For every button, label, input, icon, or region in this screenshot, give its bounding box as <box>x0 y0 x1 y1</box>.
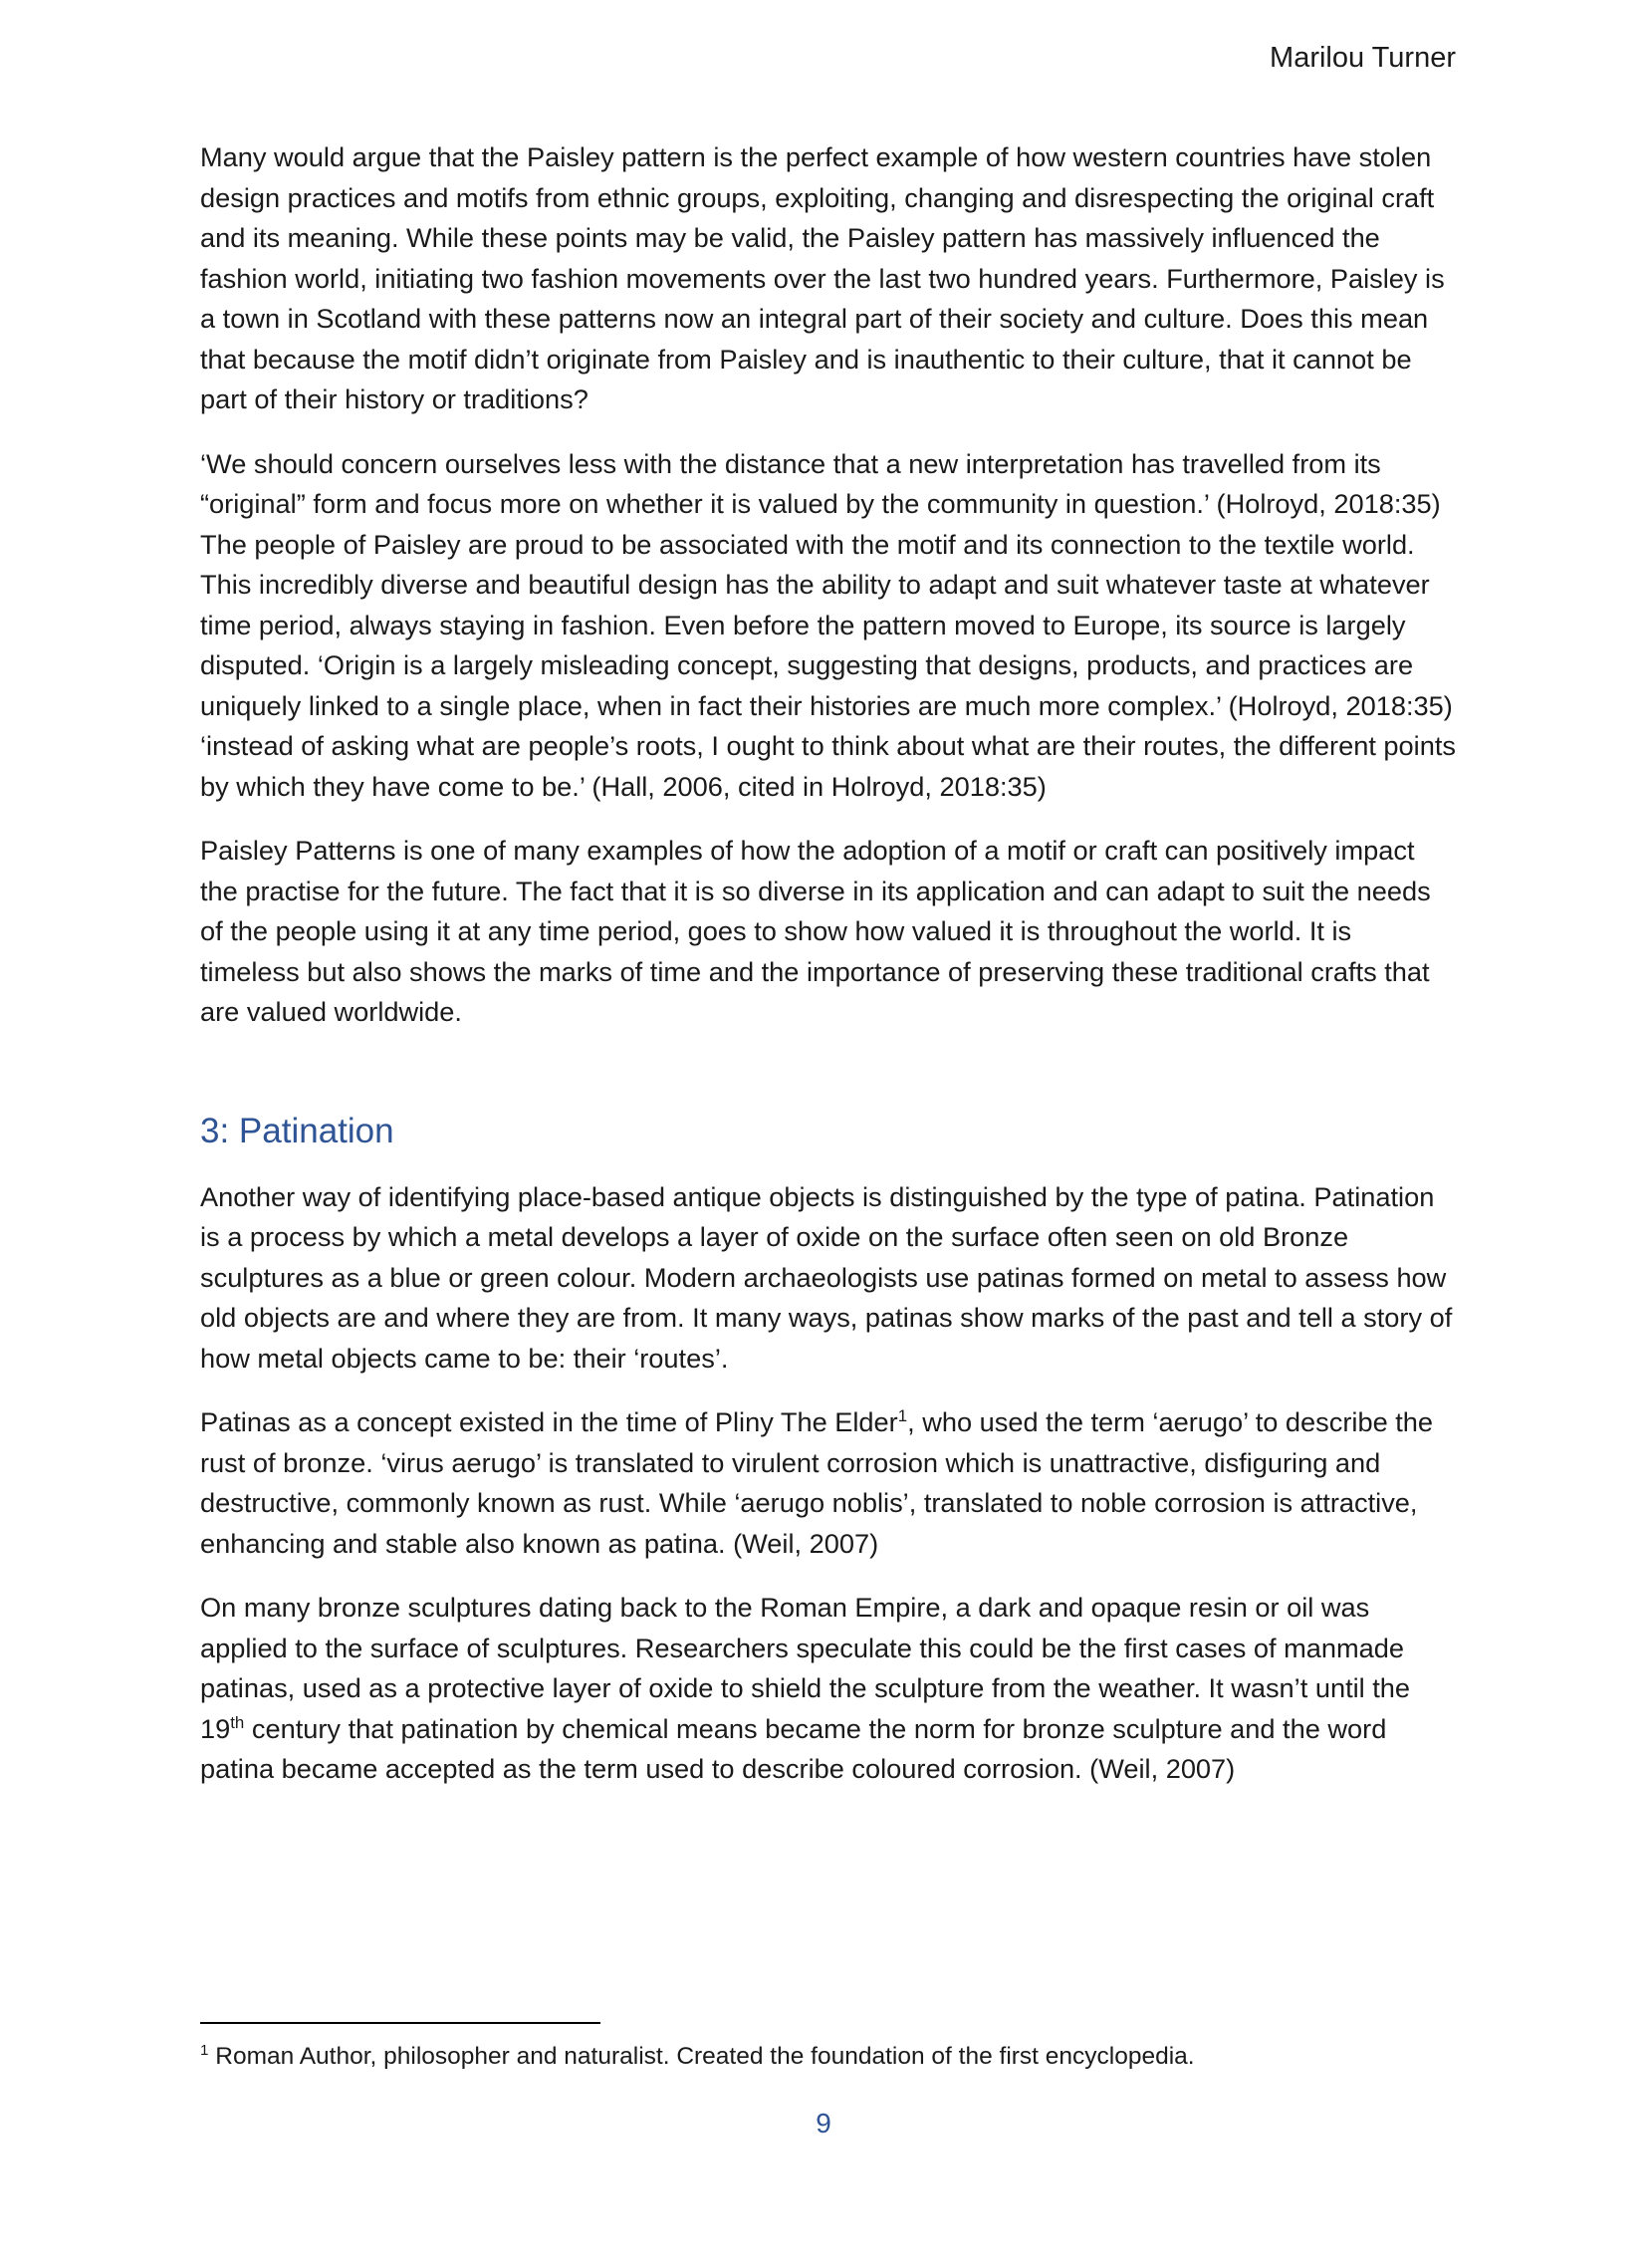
patination-paragraph-3 <box>200 1588 1457 1790</box>
patination-paragraph-1: Another way of identifying place-based antique objects is distinguished by the type of patina. Patination is a process by which a metal develops a layer of oxide on the surface often seen on old Bronze sculptures as a blue or green colour. Modern archaeologists use patinas formed on metal to assess how old objects are and where they are from. It many ways, patinas show marks of the past and tell a story of how metal objects came to be: their ‘routes’. <box>200 1180 1453 1374</box>
body-paragraph-2: ‘We should concern ourselves less with the distance that a new interpretation has travelled from its “original” form and focus more on whether it is valued by the community in question.’ (Holroyd, 2018:35) The people of Paisley are proud to be associated with the motif and its connection to the textile world. This incredibly diverse and beautiful design has the ability to adapt and suit whatever taste at whatever time period, always staying in fashion. Even before the pattern moved to Europe, its source is largely disputed. ‘Origin is a largely misleading concept, suggesting that designs, products, and practices are uniquely linked to a single place, when in fact their histories are much more complex.’ (Holroyd, 2018:35) ‘instead of asking what are people’s roots, I ought to think about what are their routes, the different points by which they have come to be.’ (Hall, 2006, cited in Holroyd, 2018:35) <box>200 447 1456 802</box>
body-paragraph-1: Many would argue that the Paisley pattern is the perfect example of how western countries have stolen design practices and motifs from ethnic groups, exploiting, changing and disrespecting the original craft and its meaning. While these points may be valid, the Paisley pattern has massively influenced the fashion world, initiating two fashion movements over the last two hundred years. Furthermore, Paisley is a town in Scotland with these patterns now an integral part of their society and culture. Does this mean that because the motif didn’t originate from Paisley and is inauthentic to their culture, that it cannot be part of their history or traditions? <box>200 141 1445 414</box>
paragraph-text: , who used the term ‘aerugo’ to describe the rust of bronze. ‘virus aerugo’ is translated to virulent corrosion which is unattractive, disfiguring and destructive, commonly known as rust. While ‘aerugo noblis’, translated to noble corrosion is attractive, enhancing and stable also known as patina. (Weil, 2007) <box>200 1406 1434 1559</box>
footnote-marker: 1 <box>200 2041 209 2059</box>
paragraph-text: On many bronze sculptures dating back to the Roman Empire, a dark and opaque resin or oil was applied to the surface of sculptures. Researchers speculate this could be the first cases of manmade patinas, used as a protective layer of oxide to shield the sculpture from the weather. It wasn’t until the 19 <box>200 1592 1411 1744</box>
section-heading-patination: 3: Patination <box>200 1111 394 1150</box>
paragraph-text: century that patination by chemical means became the norm for bronze sculpture and the word patina became accepted as the term used to describe coloured corrosion. (Weil, 2007) <box>200 1712 1387 1784</box>
footnote <box>200 2041 1457 2073</box>
ordinal-superscript: th <box>230 1712 245 1732</box>
paragraph-text: Patinas as a concept existed in the time of Pliny The Elder <box>200 1406 898 1437</box>
body-paragraph-3: Paisley Patterns is one of many examples of how the adoption of a motif or craft can positively impact the practise for the future. The fact that it is so diverse in its application and can adapt to suit the needs of the people using it at any time period, goes to show how valued it is throughout the world. It is timeless but also shows the marks of time and the importance of preserving these traditional crafts that are valued worldwide. <box>200 835 1431 1027</box>
footnote-text: Roman Author, philosopher and naturalist. Created the foundation of the first encyclopedia. <box>208 2043 1195 2070</box>
running-header-author: Marilou Turner <box>1270 42 1456 74</box>
footnote-reference[interactable]: 1 <box>897 1405 908 1425</box>
page-number: 9 <box>816 2108 831 2139</box>
page-body <box>200 137 1457 1814</box>
footnote-separator <box>200 2022 600 2024</box>
patination-paragraph-2 <box>200 1402 1457 1564</box>
